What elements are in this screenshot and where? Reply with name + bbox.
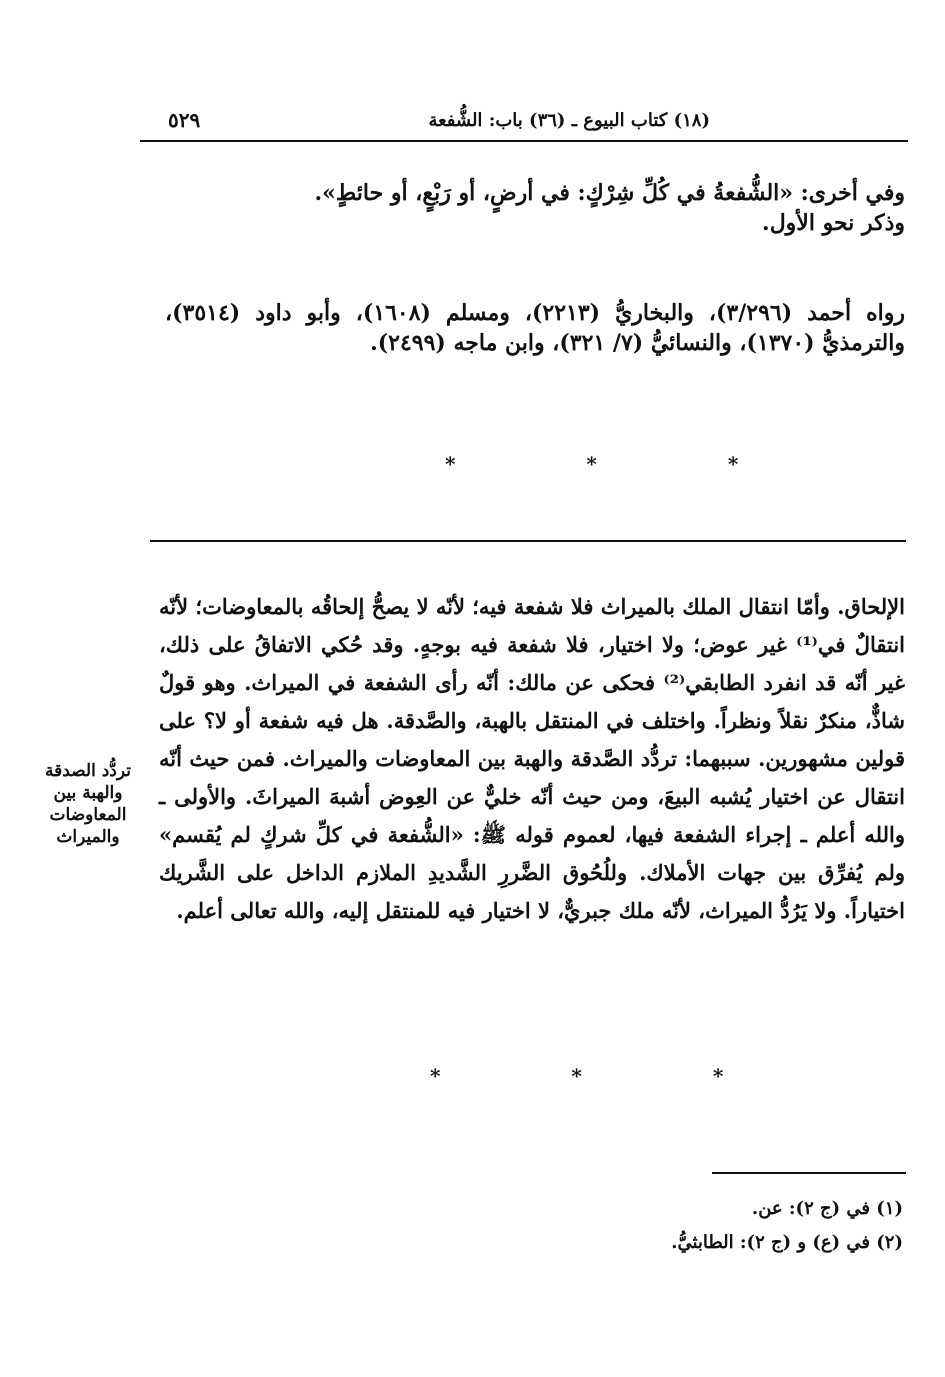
hadith-line-1: وفي أخرى: «الشُّفعةُ في كُلِّ شِرْكٍ: في أرضٍ، أو رَبْعٍ، أو حائطٍ». xyxy=(314,180,905,206)
footnote-2: (٢) في (ع) و (ج ٢): الطابثيُّ. xyxy=(671,1232,903,1253)
footnote-rule xyxy=(712,1172,906,1174)
footnote-1: (١) في (ج ٢): عن. xyxy=(751,1198,903,1219)
commentary-rule xyxy=(150,540,906,542)
footnotes xyxy=(403,1192,903,1260)
running-title: (١٨) كتاب البيوع ـ (٣٦) باب: الشُّفعة xyxy=(428,110,710,131)
hadith-text xyxy=(165,178,905,238)
margin-note: تردُّد الصدقة والهبة بين المعاوضات والميراث xyxy=(45,761,131,847)
takhrij-paragraph: رواه أحمد (٣/٢٩٦)، والبخاريُّ (٢٢١٣)، ومسلم (١٦٠٨)، وأبو داود (٣٥١٤)، والترمذيُّ (١٣٧٠)، والنسائيُّ (٧/ ٣٢١)، وابن ماجه (٢٤٩٩). xyxy=(165,300,905,356)
header-rule xyxy=(140,140,908,142)
hadith-line-2: وذكر نحو الأول. xyxy=(762,210,905,236)
separator-stars-top: * * * xyxy=(445,452,801,476)
commentary-paragraph: الإلحاق. وأمّا انتقال الملك بالميراث فلا شفعة فيه؛ لأنّه لا يصحُّ إلحاقُه بالمعاوضات؛ لأنّه انتقالٌ في⁽¹⁾ غير عوض؛ ولا اختيار، فلا شفعة فيه بوجهٍ. وقد حُكي الاتفاقُ على ذلك، غير أنّه قد انفرد الطابقي⁽²⁾ فحكى عن مالك: أنّه رأى الشفعة في الميراث. وهو قولٌ شاذٌّ، منكرٌ نقلاً ونظراً. واختلف في المنتقل بالهبة، والصَّدقة. هل فيه شفعة أو لا؟ على قولين مشهورين. سببهما: تردُّد الصَّدقة والهبة بين المعاوضات والميراث. فمن حيث أنّه انتقال عن اختيار يُشبه البيعَ، ومن حيث أنّه خليٌّ عن العِوض أشبهَ الميراثَ. والأولى ـ والله أعلم ـ إجراء الشفعة فيها، لعموم قوله ﷺ: «الشُّفعة في كلِّ شركٍ لم يُقسم» ولم يُفرِّق بين جهات الأملاك. وللُحُوق الضَّررِ الشَّديدِ الملازم الداخل على الشَّريك اختياراً. ولا يَرُدُّ الميراث، لأنّه ملك جبريٌّ، لا اختيار فيه للمنتقل إليه، والله تعالى أعلم. xyxy=(159,594,905,923)
separator-stars-bottom: * * * xyxy=(430,1064,786,1088)
page-number: ٥٢٩ xyxy=(168,108,201,132)
page-header xyxy=(160,108,910,142)
